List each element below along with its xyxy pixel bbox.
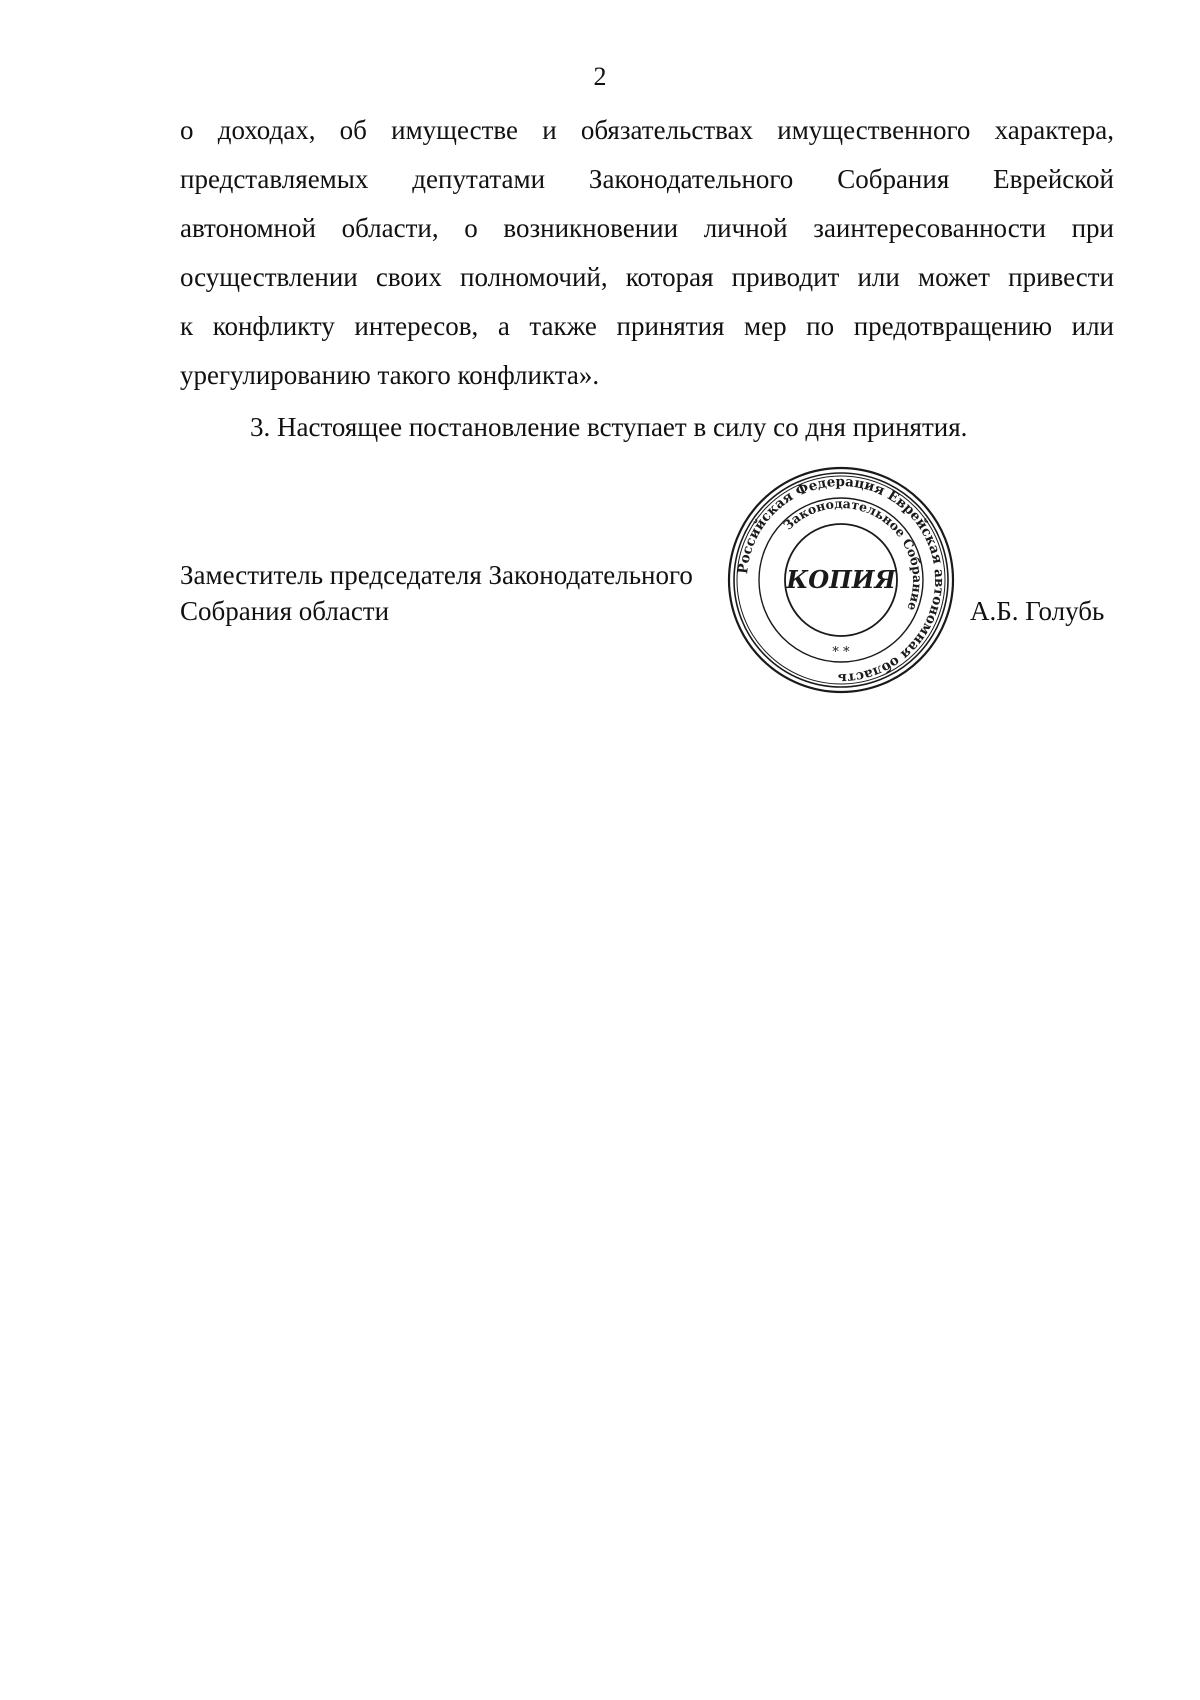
effective-date-clause: 3. Настоящее постановление вступает в силу со дня принятия. xyxy=(250,412,968,442)
signer-title-line: Собрания области xyxy=(180,596,390,626)
official-seal-stamp xyxy=(725,464,957,696)
paragraph-line: представляемых депутатами Законодательного Собрания Еврейской xyxy=(180,164,1114,194)
signer-name: А.Б. Голубь xyxy=(970,596,1105,626)
page-number: 2 xyxy=(593,62,607,91)
seal-stars: * * xyxy=(832,645,850,660)
signer-title xyxy=(180,557,693,629)
paragraph-line: урегулированию такого конфликта». xyxy=(180,360,600,390)
paragraph-line: о доходах, об имуществе и обязательствах имущественного характера, xyxy=(180,115,1114,145)
paragraph-line: автономной области, о возникновении личной заинтересованности при xyxy=(180,213,1114,243)
signer-title-line: Заместитель председателя Законодательного xyxy=(180,560,693,590)
seal-inner-text: Законодательное Собрание xyxy=(780,495,926,613)
seal-center-text: КОПИЯ xyxy=(786,565,896,594)
paragraph-line: осуществлении своих полномочий, которая приводит или может привести xyxy=(180,262,1114,292)
continued-paragraph xyxy=(180,106,1114,400)
seal-graphic xyxy=(725,464,957,696)
paragraph-line: к конфликту интересов, а также принятия мер по предотвращению или xyxy=(180,311,1114,341)
seal-outer-text: Российская Федерация Еврейская автономная область xyxy=(735,473,948,687)
